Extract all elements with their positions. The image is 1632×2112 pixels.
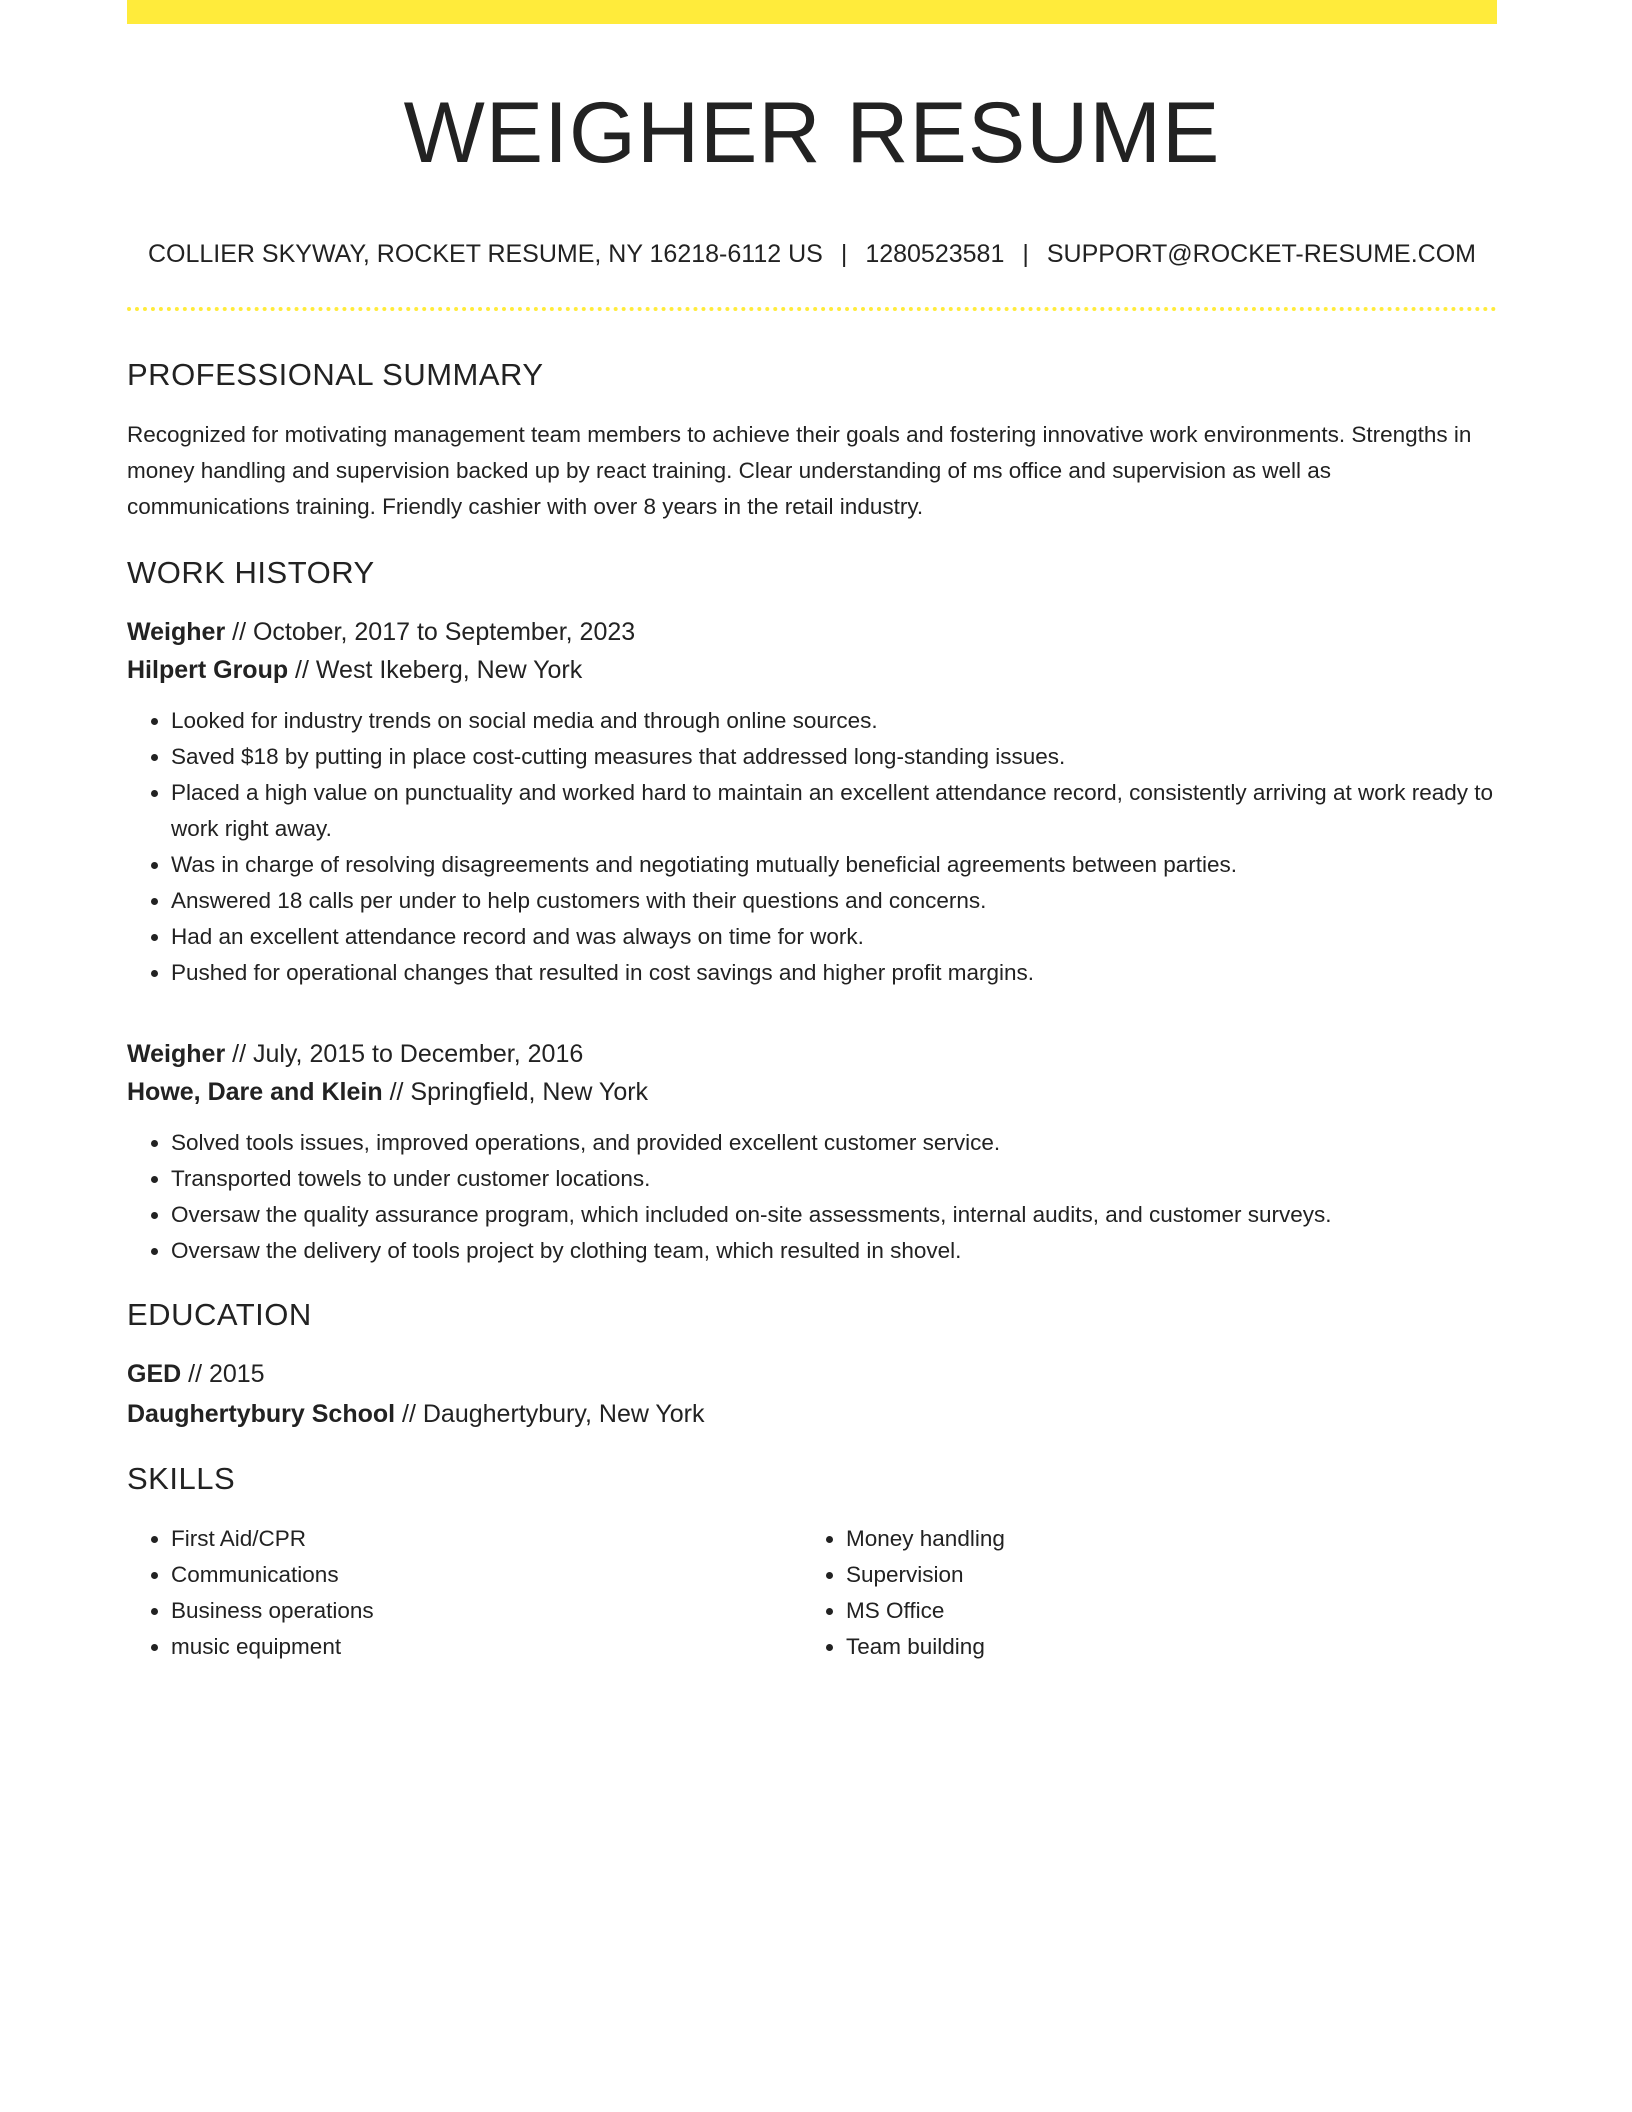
skill-item: • Team building — [846, 1629, 1477, 1665]
job-bullets — [127, 1125, 1497, 1269]
job-role-line — [127, 1035, 1497, 1073]
top-accent-bar — [127, 0, 1497, 24]
section-title-work-history: WORK HISTORY — [127, 554, 375, 590]
contact-email: SUPPORT@ROCKET-RESUME.COM — [1046, 239, 1476, 268]
contact-address: COLLIER SKYWAY, ROCKET RESUME, NY 16218-6112 US — [148, 239, 823, 268]
section-title-skills: SKILLS — [127, 1460, 236, 1496]
job-bullet: • Saved $18 by putting in place cost-cutting measures that addressed long-standing issues. — [171, 739, 1497, 775]
job-dates: // July, 2015 to December, 2016 — [225, 1039, 584, 1068]
job-bullet: • Placed a high value on punctuality and worked hard to maintain an excellent attendance record, consistently arriving at work ready to work right away. — [171, 775, 1497, 847]
skill-item: • MS Office — [846, 1593, 1477, 1629]
job-bullet: • Was in charge of resolving disagreements and negotiating mutually beneficial agreements between parties. — [171, 847, 1497, 883]
skill-item: • Business operations — [171, 1593, 802, 1629]
job-bullet: • Looked for industry trends on social media and through online sources. — [171, 703, 1497, 739]
job-bullet: • Answered 18 calls per under to help customers with their questions and concerns. — [171, 883, 1497, 919]
job-dates: // October, 2017 to September, 2023 — [225, 617, 636, 646]
education-degree: GED — [127, 1359, 182, 1388]
resume-page — [127, 0, 1497, 1665]
contact-separator: | — [840, 239, 848, 268]
summary-text: Recognized for motivating management team members to achieve their goals and fostering innovative work environments. Strengths in money handling and supervision backed up by react training. Clear understanding of ms office and supervision as well as communications training. Friendly cashier with over 8 years in the retail industry. — [127, 421, 1472, 519]
section-title-education: EDUCATION — [127, 1296, 312, 1332]
job-entry — [127, 1035, 1497, 1269]
job-company: Howe, Dare and Klein — [127, 1077, 383, 1106]
skill-item: • Communications — [171, 1557, 802, 1593]
job-bullet: • Transported towels to under customer locations. — [171, 1161, 1497, 1197]
skill-item: • Money handling — [846, 1521, 1477, 1557]
job-role: Weigher — [127, 617, 226, 646]
skill-item: • First Aid/CPR — [171, 1521, 802, 1557]
job-bullet: • Solved tools issues, improved operations, and provided excellent customer service. — [171, 1125, 1497, 1161]
job-location: // West Ikeberg, New York — [288, 655, 583, 684]
job-bullet: • Oversaw the quality assurance program, which included on-site assessments, internal audits, and customer surveys. — [171, 1197, 1497, 1233]
job-bullet: • Pushed for operational changes that resulted in cost savings and higher profit margins. — [171, 955, 1497, 991]
job-role-line — [127, 613, 1497, 651]
job-company-line — [127, 651, 1497, 689]
job-bullets — [127, 703, 1497, 991]
education-location: // Daughertybury, New York — [395, 1399, 705, 1428]
contact-line — [127, 239, 1497, 269]
contact-separator: | — [1022, 239, 1029, 268]
skill-item: • Supervision — [846, 1557, 1477, 1593]
skills-column-right — [802, 1521, 1477, 1665]
skills-column-left — [127, 1521, 802, 1665]
job-company: Hilpert Group — [127, 655, 289, 684]
section-title-summary: PROFESSIONAL SUMMARY — [127, 356, 544, 392]
job-role: Weigher — [127, 1039, 226, 1068]
dotted-divider — [127, 307, 1497, 311]
job-bullet: • Oversaw the delivery of tools project by clothing team, which resulted in shovel. — [171, 1233, 1497, 1269]
education-year: // 2015 — [181, 1359, 265, 1388]
job-location: // Springfield, New York — [382, 1077, 649, 1106]
job-bullet: • Had an excellent attendance record and was always on time for work. — [171, 919, 1497, 955]
job-entry — [127, 613, 1497, 991]
education-school-line — [127, 1395, 1497, 1433]
resume-title: WEIGHER RESUME — [403, 85, 1221, 181]
contact-phone: 1280523581 — [865, 239, 1005, 268]
skills-grid — [127, 1521, 1497, 1665]
job-company-line — [127, 1073, 1497, 1111]
education-school: Daughertybury School — [127, 1399, 396, 1428]
skill-item: • music equipment — [171, 1629, 802, 1665]
education-degree-line — [127, 1355, 1497, 1393]
